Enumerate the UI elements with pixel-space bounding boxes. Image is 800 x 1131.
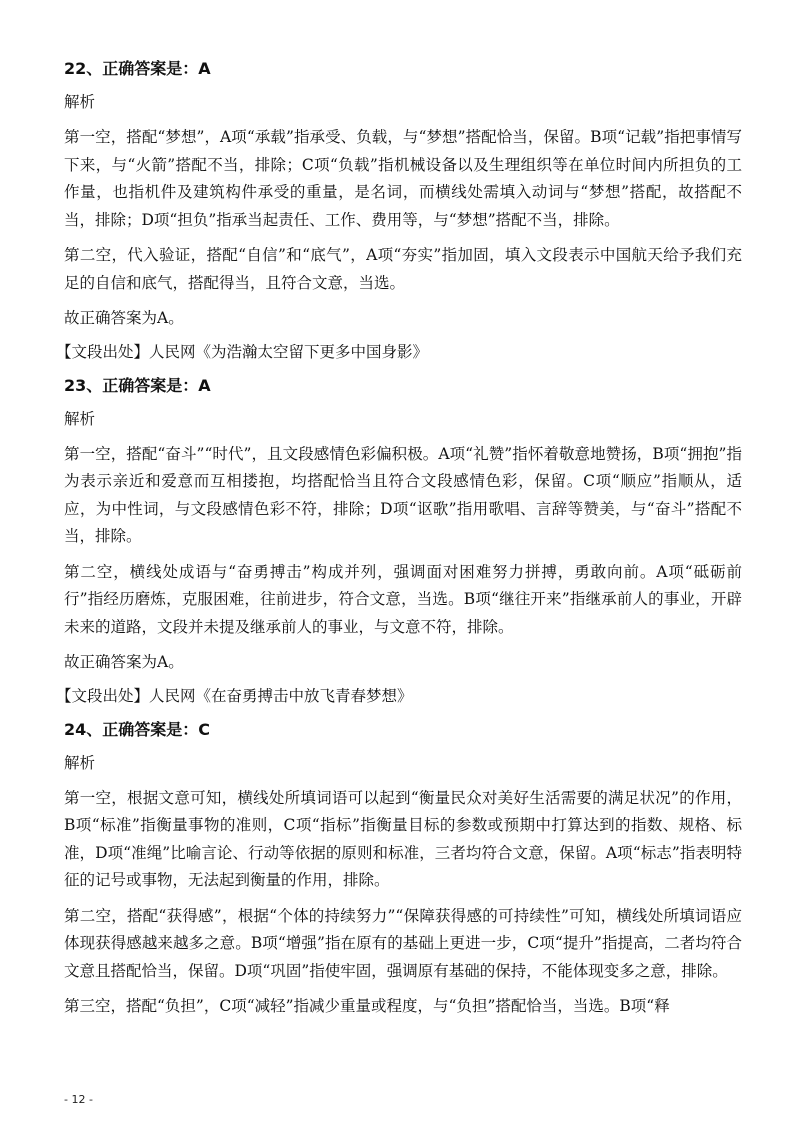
answer-24-heading: 24、正确答案是：C xyxy=(64,719,211,739)
answer-22-paragraph-1: 第一空，搭配“梦想”，A项“承载”指承受、负载，与“梦想”搭配恰当，保留。B项“记载”指把事情写下来，与“火箭”搭配不当，排除；C项“负载”指机械设备以及生理组织等在单位时间内所担负的工作量，也指机件及建筑构件承受的重量，是名词，而横线处需填入动词与“梦想”搭配，故搭配不当，排除；D项“担负”指承当起责任、工作、费用等，与“梦想”搭配不当，排除。 xyxy=(64,128,742,229)
answer-23-paragraph-2: 第二空，横线处成语与“奋勇搏击”构成并列，强调面对困难努力拼搏，勇敢向前。A项“砥砺前行”指经历磨炼，克服困难，往前进步，符合文意，当选。B项“继往开来”指继承前人的事业，开辟未来的道路，文段并未提及继承前人的事业，与文意不符，排除。 xyxy=(64,562,742,636)
document-page xyxy=(56,58,742,1029)
answer-22-section xyxy=(56,58,742,363)
answer-23-section xyxy=(56,375,742,707)
answer-23-analysis-label: 解析 xyxy=(64,409,96,428)
answer-23-paragraph-1: 第一空，搭配“奋斗”“时代”，且文段感情色彩偏积极。A项“礼赞”指怀着敬意地赞扬，B项“拥抱”指为表示亲近和爱意而互相搂抱，均搭配恰当且符合文段感情色彩，保留。C项“顺应”指顺从，适应，为中性词，与文段感情色彩不符，排除；D项“讴歌”指用歌唱、言辞等赞美，与“奋斗”搭配不当，排除。 xyxy=(64,444,742,545)
page-number: - 12 - xyxy=(64,1093,93,1106)
answer-22-analysis-label: 解析 xyxy=(64,93,96,111)
answer-24-paragraph-2: 第二空，搭配“获得感”，根据“个体的持续努力”“保障获得感的可持续性”可知，横线处所填词语应体现获得感越来越多之意。B项“增强”指在原有的基础上更进一步，C项“提升”指提高，二者均符合文意且搭配恰当，保留。D项“巩固”指使牢固，强调原有基础的保持，不能体现变多之意，排除。 xyxy=(64,906,742,980)
answer-22-conclusion: 故正确答案为A。 xyxy=(64,309,184,327)
answer-22-heading: 22、正确答案是：A xyxy=(64,59,211,78)
answer-23-heading: 23、正确答案是：A xyxy=(64,375,211,395)
answer-23-conclusion: 故正确答案为A。 xyxy=(64,653,184,671)
answer-24-section xyxy=(64,719,742,1021)
answer-22-source: 【文段出处】人民网《为浩瀚太空留下更多中国身影》 xyxy=(56,342,429,361)
answer-23-source: 【文段出处】人民网《在奋勇搏击中放飞青春梦想》 xyxy=(56,686,413,705)
answer-24-paragraph-1: 第一空，根据文意可知，横线处所填词语可以起到“衡量民众对美好生活需要的满足状况”的作用，B项“标准”指衡量事物的准则，C项“指标”指衡量目标的参数或预期中打算达到的指数、规格、标准，D项“准绳”比喻言论、行动等依据的原则和标准，三者均符合文意，保留。A项“标志”指表明特征的记号或事物，无法起到衡量的作用，排除。 xyxy=(64,788,742,889)
answer-24-analysis-label: 解析 xyxy=(64,753,96,772)
answer-22-paragraph-2: 第二空，代入验证，搭配“自信”和“底气”，A项“夯实”指加固，填入文段表示中国航天给予我们充足的自信和底气，搭配得当，且符合文意，当选。 xyxy=(64,246,742,292)
answer-24-paragraph-3: 第三空，搭配“负担”，C项“减轻”指减少重量或程度，与“负担”搭配恰当，当选。B项“释 xyxy=(64,997,670,1015)
